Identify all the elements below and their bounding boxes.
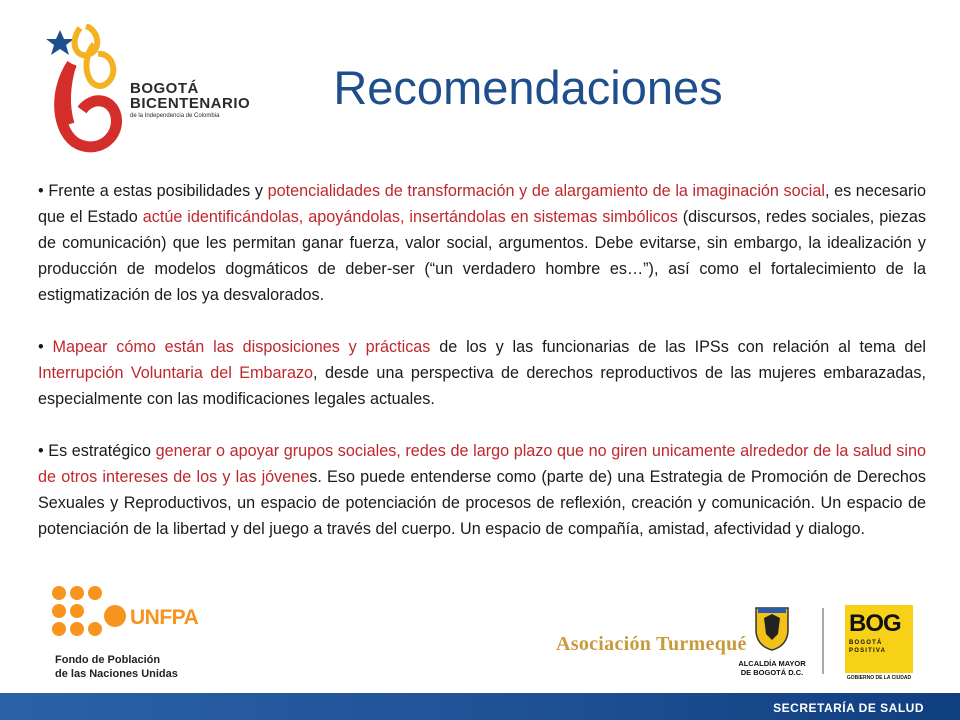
logo-alcaldia-bogota xyxy=(732,604,812,680)
alcaldia-name xyxy=(732,659,812,677)
bullet-paragraph xyxy=(38,178,926,308)
un-emblem-icon xyxy=(104,605,126,627)
highlighted-text: actúe identificándolas, apoyándolas, insertándolas en sistemas simbólicos xyxy=(142,208,678,226)
alcaldia-line1: ALCALDÍA MAYOR xyxy=(738,659,806,668)
highlighted-text: Interrupción Voluntaria del Embarazo xyxy=(38,364,314,382)
logo-line3: de la Independencia de Colombia xyxy=(130,113,220,119)
body-text: Es estratégico xyxy=(48,442,156,460)
bog-gobierno: GOBIERNO DE LA CIUDAD xyxy=(846,675,912,681)
unfpa-wordmark: UNFPA xyxy=(130,606,199,629)
bog-sub2: POSITIVA xyxy=(849,648,887,654)
logo-unfpa xyxy=(52,586,202,682)
unfpa-line2: de las Naciones Unidas xyxy=(55,668,178,680)
body-text: (discursos, redes sociales, piezas de comunicación) que les permitan ganar fuerza, valor social, argumentos. Debe evitarse, sin embargo, la idealización y producción de modelos dogmáticos de deber-ser (“un verdadero hombre es…”), así como el fortalecimiento de la estigmatización de los ya desvalorados. xyxy=(38,208,926,304)
star-icon xyxy=(46,30,74,55)
highlighted-text: generar o apoyar grupos sociales, redes de largo plazo que no giren unicamente alrededor de la salud sino de otros intereses de los y las jóvene xyxy=(38,442,926,486)
alcaldia-line2: DE BOGOTÁ D.C. xyxy=(740,668,804,677)
bullet-paragraph xyxy=(38,334,926,412)
logo-line1: BOGOTÁ xyxy=(130,80,199,97)
highlighted-text: potencialidades de transformación y de alargamiento de la imaginación social xyxy=(267,182,825,200)
slide-title: Recomendaciones xyxy=(333,61,723,114)
logo-line2: BICENTENARIO xyxy=(130,95,251,112)
body-text: de los y las funcionarias de las IPSs con relación al tema del xyxy=(430,338,926,356)
body-text: , es necesario que el Estado xyxy=(38,182,926,226)
body-text: , desde una perspectiva de derechos reproductivos de las mujeres embarazadas, especialmente con las modificaciones legales actuales. xyxy=(38,364,926,408)
footer-bar xyxy=(0,693,960,720)
slide-content xyxy=(38,178,926,542)
logo-asociacion-turmeque: Asociación Turmequé xyxy=(556,633,747,655)
unfpa-name xyxy=(55,653,178,681)
logo-bogota-positiva xyxy=(845,605,913,673)
bog-sub1: BOGOTÁ xyxy=(849,640,883,646)
bogota-coat-of-arms-icon xyxy=(752,604,792,652)
bullet-icon: • xyxy=(38,442,49,460)
paragraph-gap xyxy=(38,412,926,438)
bullet-paragraph xyxy=(38,438,926,542)
unfpa-line1: Fondo de Población xyxy=(55,654,161,666)
bullet-icon: • xyxy=(38,338,53,356)
body-text: s. Eso puede entenderse como (parte de) una Estrategia de Promoción de Derechos Sexuales y Reproductivos, un espacio de potenciación de procesos de reflexión, creación y comunicación. Un espacio de potenciación de la libertad y del juego a través del cuerpo. Un espacio de compañía, amistad, afectividad y dialogo. xyxy=(38,468,926,538)
bog-wordmark: BOG xyxy=(849,610,901,637)
bullet-icon: • xyxy=(38,182,49,200)
body-text: Frente a estas posibilidades y xyxy=(48,182,268,200)
paragraph-gap xyxy=(38,308,926,334)
footer-text: SECRETARÍA DE SALUD xyxy=(773,701,924,715)
highlighted-text: Mapear cómo están las disposiciones y prácticas xyxy=(52,338,431,356)
logo-divider xyxy=(822,608,824,674)
